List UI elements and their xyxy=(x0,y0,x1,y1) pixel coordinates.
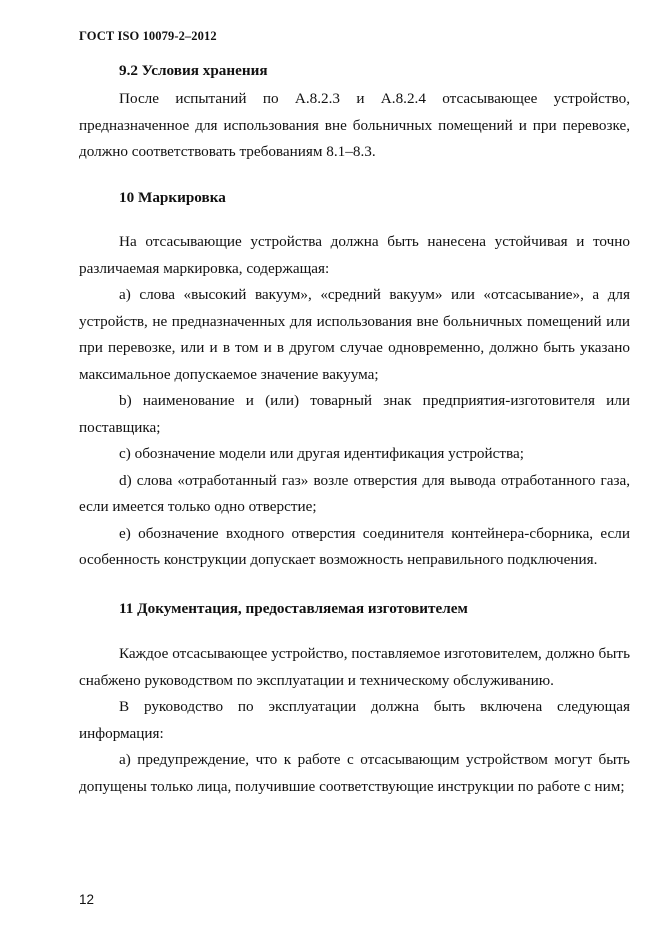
list-item: a) предупреждение, что к работе с отсасывающим устройством могут быть допущены только лица, получившие соответствующие инструкции по работе с ним; xyxy=(79,751,630,795)
paragraph: После испытаний по А.8.2.3 и А.8.2.4 отсасывающее устройство, предназначенное для использования вне больничных помещений и при перевозке, должно соответствовать требованиям 8.1–8.3. xyxy=(79,90,630,160)
section-10-body xyxy=(79,229,630,574)
section-title: 9.2 Условия хранения xyxy=(119,62,268,79)
list-item: c) обозначение модели или другая идентификация устройства; xyxy=(119,445,524,462)
paragraph: В руководство по эксплуатации должна быть включена следующая информация: xyxy=(79,698,630,742)
section-11-body xyxy=(79,641,630,800)
document-header: ГОСТ ISO 10079-2–2012 xyxy=(79,29,217,43)
section-9-2-heading xyxy=(79,58,630,85)
list-item: b) наименование и (или) товарный знак предприятия-изготовителя или поставщика; xyxy=(79,392,630,436)
section-11-heading xyxy=(79,596,630,623)
list-item: a) слова «высокий вакуум», «средний вакуум» или «отсасывание», а для устройств, не предназначенных для использования вне больничных помещений или при перевозке, или и в том и в другом случае одновременно, должно быть указано максимальное допускаемое значение вакуума; xyxy=(79,286,630,383)
paragraph: Каждое отсасывающее устройство, поставляемое изготовителем, должно быть снабжено руководством по эксплуатации и техническому обслуживанию. xyxy=(79,645,630,689)
section-title: 10 Маркировка xyxy=(119,189,226,206)
list-item: e) обозначение входного отверстия соединителя контейнера-сборника, если особенность конструкции допускает возможность неправильного подключения. xyxy=(79,524,630,568)
page-number: 12 xyxy=(79,892,95,907)
section-9-2-body xyxy=(79,86,630,166)
section-10-heading xyxy=(79,185,630,212)
list-item: d) слова «отработанный газ» возле отверстия для вывода отработанного газа, если имеется только одно отверстие; xyxy=(79,471,630,515)
paragraph: На отсасывающие устройства должна быть нанесена устойчивая и точно различаемая маркировка, содержащая: xyxy=(79,233,630,277)
section-title: 11 Документация, предоставляемая изготовителем xyxy=(119,600,468,617)
